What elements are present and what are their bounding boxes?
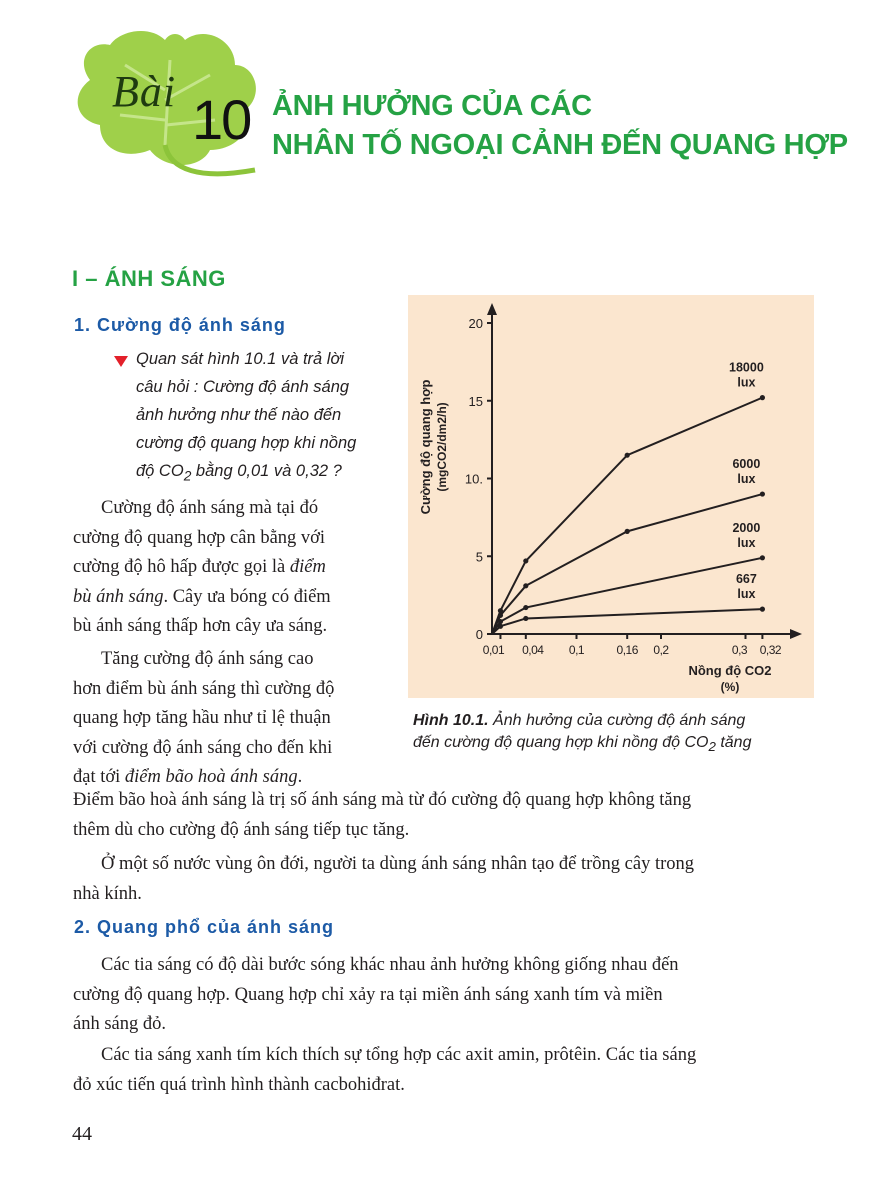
- paragraph-spectrum-2: [73, 1041, 815, 1100]
- x-tick-label: 0,01: [482, 643, 505, 657]
- x-tick-label: 0,3: [731, 643, 748, 657]
- text-line: Điểm bão hoà ánh sáng là trị số ánh sáng mà từ đó cường độ quang hợp không tăng: [73, 790, 692, 810]
- x-tick-label: 0,04: [522, 643, 544, 657]
- y-tick-label: 20: [468, 316, 483, 331]
- y-tick-label: 0: [475, 627, 483, 642]
- text-line: Các tia sáng xanh tím kích thích sự tổng hợp các axit amin, prôtêin. Các tia sáng: [101, 1045, 697, 1065]
- series-label-unit: lux: [737, 375, 756, 390]
- text-line: cường độ hô hấp được gọi là: [73, 557, 290, 577]
- caption-text: đến cường độ quang hợp khi nồng độ CO: [413, 734, 709, 751]
- text-line: Tăng cường độ ánh sáng cao: [101, 649, 314, 669]
- red-triangle-marker-icon: [114, 356, 128, 368]
- series-line: [492, 398, 762, 634]
- paragraph-artificial-light: [73, 850, 815, 909]
- y-axis-title-line-1: Cường độ quang hợp: [418, 379, 433, 515]
- data-point: [498, 624, 503, 629]
- y-axis-title-line-2: (mgCO2/dm2/h): [435, 402, 449, 492]
- series-label: 2000: [732, 520, 761, 535]
- text-line: bù ánh sáng thấp hơn cây ưa sáng.: [73, 616, 328, 636]
- series-line: [492, 609, 762, 634]
- question-line: Quan sát hình 10.1 và trả lời: [136, 350, 345, 368]
- series-label: 667: [735, 572, 757, 587]
- data-point: [523, 616, 528, 621]
- data-point: [625, 529, 630, 534]
- figure-panel: [408, 295, 814, 698]
- photosynthesis-chart: [408, 295, 814, 698]
- text-line: Các tia sáng có độ dài bước sóng khác nhau ảnh hưởng không giống nhau đến: [101, 955, 679, 975]
- text-line: .: [297, 767, 303, 787]
- question-text: độ CO: [136, 462, 184, 480]
- x-axis-arrow-icon: [790, 629, 802, 639]
- term-emphasis: bù ánh sáng: [73, 586, 164, 607]
- text-line: Ở một số nước vùng ôn đới, người ta dùng ánh sáng nhân tạo để trồng cây trong: [101, 854, 695, 874]
- figure-caption: [413, 710, 813, 758]
- lesson-number: 10: [192, 88, 251, 151]
- y-tick-label: 5: [475, 549, 483, 565]
- page-number: 44: [72, 1123, 92, 1145]
- text-line: ánh sáng đỏ.: [73, 1014, 166, 1034]
- x-tick-label: 0,32: [759, 643, 782, 657]
- text-line: đạt tới: [73, 767, 125, 787]
- data-point: [523, 558, 528, 563]
- subscript: 2: [708, 739, 716, 755]
- data-point: [498, 619, 503, 624]
- subsection-heading-intensity: 1. Cường độ ánh sáng: [74, 315, 286, 335]
- lesson-word: Bài: [112, 67, 177, 116]
- subsection-heading-spectrum: 2. Quang phổ của ánh sáng: [74, 917, 335, 937]
- data-point: [523, 605, 528, 610]
- term-emphasis: điểm: [289, 557, 326, 577]
- text-line: hơn điểm bù ánh sáng thì cường độ: [73, 678, 335, 699]
- question-block: [136, 345, 396, 490]
- series-label: 18000: [729, 360, 764, 375]
- series-label-unit: lux: [737, 535, 756, 550]
- y-axis-arrow-icon: [487, 303, 497, 315]
- text-line: với cường độ ánh sáng cho đến khi: [73, 737, 333, 758]
- x-tick-label: 0,1: [568, 643, 585, 657]
- series-label-unit: lux: [737, 587, 756, 602]
- data-point: [760, 607, 765, 612]
- data-point: [523, 583, 528, 588]
- text-line: quang hợp tăng hầu như tỉ lệ thuận: [73, 708, 331, 728]
- question-line: câu hỏi : Cường độ ánh sáng: [136, 378, 350, 396]
- caption-text: tăng: [715, 734, 752, 751]
- section-heading-light: I – ÁNH SÁNG: [72, 266, 226, 291]
- y-axis-title: [418, 380, 449, 515]
- y-tick-label: 10.: [464, 471, 483, 487]
- text-line: Cường độ ánh sáng mà tại đó: [101, 498, 319, 518]
- series-label-unit: lux: [737, 472, 756, 487]
- lesson-title-line-1: ẢNH HƯỞNG CỦA CÁC: [272, 90, 592, 122]
- series-label: 6000: [732, 457, 761, 472]
- subscript: 2: [183, 468, 192, 484]
- question-line-last: [136, 457, 396, 490]
- series-line: [492, 558, 762, 634]
- lesson-title-line-2: NHÂN TỐ NGOẠI CẢNH ĐẾN QUANG HỢP: [272, 129, 848, 161]
- x-axis-title-line-1: Nồng độ CO2: [688, 663, 772, 678]
- caption-text: Ảnh hưởng của cường độ ánh sáng: [488, 712, 746, 729]
- paragraph-light-compensation: [73, 494, 391, 642]
- paragraph-saturation-left: [73, 645, 391, 793]
- figure-label: Hình 10.1.: [413, 712, 489, 729]
- text-line: đỏ xúc tiến quá trình hình thành cacbohiđrat.: [73, 1074, 405, 1095]
- text-line: . Cây ưa bóng có điểm: [163, 586, 331, 607]
- data-point: [625, 453, 630, 458]
- x-tick-label: 0,2: [653, 643, 669, 657]
- data-point: [498, 613, 503, 618]
- data-point: [760, 555, 765, 560]
- series-line: [492, 494, 762, 634]
- data-point: [760, 491, 765, 496]
- question-line: cường độ quang hợp khi nồng: [136, 434, 357, 452]
- question-text: bằng 0,01 và 0,32 ?: [191, 462, 342, 480]
- text-line: cường độ quang hợp. Quang hợp chỉ xảy ra tại miền ánh sáng xanh tím và miền: [73, 984, 663, 1005]
- text-line: nhà kính.: [73, 883, 142, 904]
- data-point: [760, 395, 765, 400]
- question-line: ảnh hưởng như thế nào đến: [136, 406, 342, 424]
- paragraph-saturation-full: [73, 786, 815, 845]
- term-emphasis: điểm bão hoà ánh sáng: [124, 767, 298, 787]
- text-line: thêm dù cho cường độ ánh sáng tiếp tục tăng.: [73, 819, 410, 840]
- x-axis-title-line-2: (%): [720, 680, 740, 694]
- y-tick-label: 15: [468, 393, 483, 409]
- x-tick-label: 0,16: [616, 643, 638, 657]
- paragraph-spectrum-1: [73, 951, 815, 1040]
- text-line: cường độ quang hợp cân bằng với: [73, 527, 326, 548]
